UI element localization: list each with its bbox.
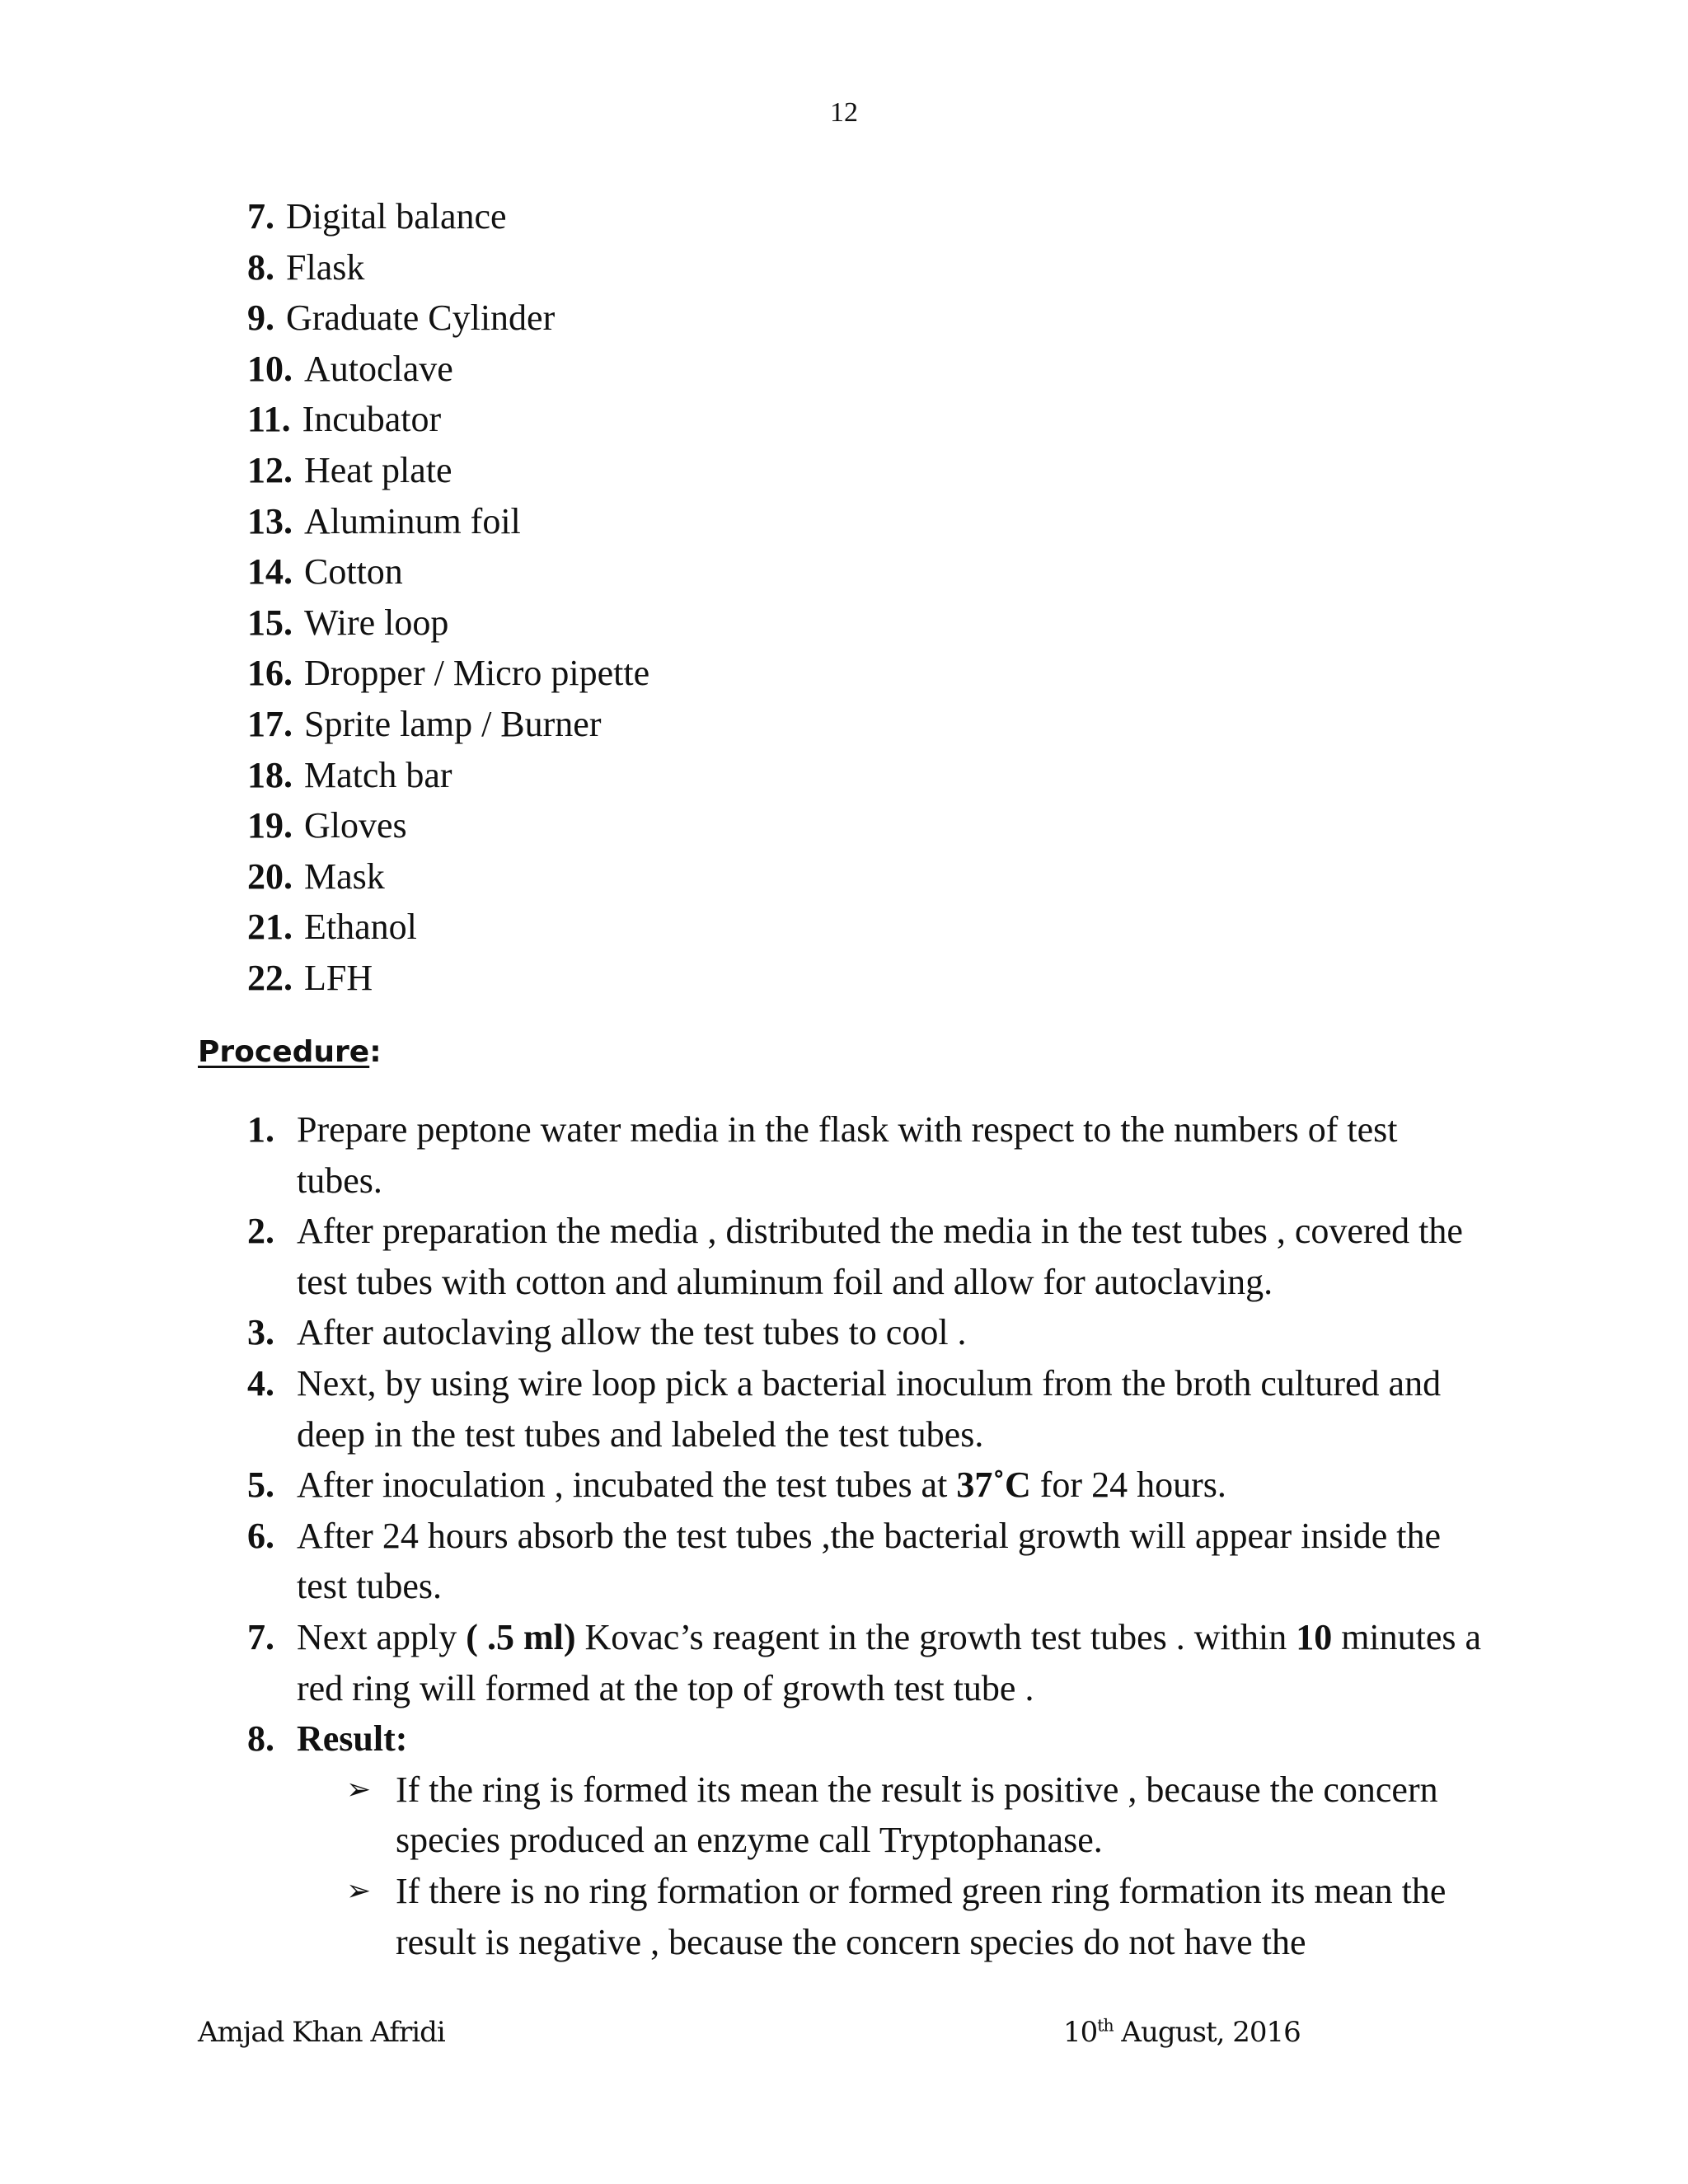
step-number: 6. — [247, 1515, 274, 1556]
item-text: Incubator — [302, 399, 442, 440]
item-number: 11. — [247, 399, 291, 440]
item-number: 17. — [247, 703, 293, 744]
item-number: 22. — [247, 957, 293, 998]
list-item — [247, 902, 649, 953]
item-number: 18. — [247, 754, 293, 795]
arrow-bullet-icon: ➢ — [346, 1772, 372, 1807]
step-number: 7. — [247, 1616, 274, 1657]
list-item — [247, 445, 649, 496]
item-number: 14. — [247, 551, 293, 593]
item-text: Digital balance — [286, 196, 507, 237]
step-number: 3. — [247, 1312, 274, 1353]
result-bullet — [346, 1765, 1484, 1866]
step-number: 5. — [247, 1465, 274, 1506]
item-text: Flask — [286, 246, 365, 288]
item-number: 15. — [247, 602, 293, 643]
list-item — [247, 953, 649, 1004]
procedure-step — [247, 1358, 1484, 1460]
item-text: Match bar — [304, 754, 452, 795]
list-item — [247, 699, 649, 750]
step-text: After autoclaving allow the test tubes to cool . — [297, 1312, 967, 1353]
item-text: Heat plate — [304, 449, 452, 490]
reagent-volume: ( .5 ml) — [466, 1616, 576, 1657]
procedure-step — [247, 1612, 1484, 1713]
result-bullets — [297, 1765, 1484, 1967]
list-item — [247, 191, 649, 242]
list-item — [247, 496, 649, 547]
item-text: Ethanol — [304, 907, 417, 948]
procedure-step — [247, 1307, 1484, 1358]
item-text: Gloves — [304, 805, 407, 846]
step-text: Prepare peptone water media in the flask with respect to the numbers of test tubes. — [297, 1109, 1398, 1201]
list-item — [247, 293, 649, 344]
footer-date — [1063, 2016, 1301, 2049]
item-number: 8. — [247, 246, 274, 288]
step-number: 2. — [247, 1211, 274, 1252]
item-text: Graduate Cylinder — [286, 298, 556, 339]
minutes-value: 10 — [1296, 1616, 1333, 1657]
item-text: Cotton — [304, 551, 403, 593]
footer-date-rest: August, 2016 — [1113, 2016, 1301, 2049]
list-item — [247, 851, 649, 902]
list-item — [247, 242, 649, 293]
item-number: 20. — [247, 855, 293, 897]
item-text: Autoclave — [304, 348, 453, 389]
procedure-step — [247, 1206, 1484, 1307]
step-text: After 24 hours absorb the test tubes ,the bacterial growth will appear inside the test tubes. — [297, 1515, 1442, 1607]
item-number: 7. — [247, 196, 274, 237]
step-number: 8. — [247, 1718, 274, 1760]
procedure-step — [247, 1511, 1484, 1612]
materials-list — [247, 191, 649, 1004]
step-text-pre: After inoculation , incubated the test tubes at — [297, 1465, 957, 1506]
procedure-steps — [247, 1104, 1484, 1967]
bullet-text: If the ring is formed its mean the result is positive , because the concern species produced an enzyme call Tryptophanase. — [396, 1769, 1438, 1861]
list-item — [247, 344, 649, 395]
procedure-heading-colon: : — [369, 1035, 382, 1069]
bullet-text: If there is no ring formation or formed green ring formation its mean the result is negative , because the concern species do not have the — [396, 1870, 1447, 1962]
procedure-heading-text: Procedure — [198, 1035, 370, 1069]
step-text-pre: Next apply — [297, 1616, 467, 1657]
list-item — [247, 394, 649, 445]
procedure-step — [247, 1713, 1484, 1967]
item-number: 9. — [247, 298, 274, 339]
temperature-value: 37˚C — [956, 1465, 1031, 1506]
item-number: 10. — [247, 348, 293, 389]
list-item — [247, 546, 649, 598]
list-item — [247, 800, 649, 851]
footer-author: Amjad Khan Afridi — [198, 2016, 445, 2049]
item-number: 21. — [247, 907, 293, 948]
item-number: 19. — [247, 805, 293, 846]
list-item — [247, 750, 649, 801]
item-number: 13. — [247, 500, 293, 541]
item-text: LFH — [304, 957, 373, 998]
step-number: 4. — [247, 1362, 274, 1404]
item-text: Aluminum foil — [304, 500, 521, 541]
list-item — [247, 598, 649, 649]
step-text-post: minutes a red ring will formed at the top of growth test tube . — [297, 1616, 1482, 1708]
item-number: 12. — [247, 449, 293, 490]
step-text-mid: Kovac’s reagent in the growth test tubes . within — [575, 1616, 1296, 1657]
page-number: 12 — [830, 97, 858, 128]
result-bullet — [346, 1866, 1484, 1967]
item-text: Wire loop — [304, 602, 449, 643]
step-text: Next, by using wire loop pick a bacterial inoculum from the broth cultured and deep in the test tubes and labeled the test tubes. — [297, 1362, 1442, 1455]
procedure-step — [247, 1460, 1484, 1511]
step-text-post: for 24 hours. — [1030, 1465, 1226, 1506]
step-number: 1. — [247, 1109, 274, 1150]
item-text: Dropper / Micro pipette — [304, 653, 650, 694]
step-text: After preparation the media , distributed the media in the test tubes , covered the test tubes with cotton and aluminum foil and allow for autoclaving. — [297, 1211, 1463, 1302]
item-number: 16. — [247, 653, 293, 694]
item-text: Sprite lamp / Burner — [304, 703, 602, 744]
procedure-step — [247, 1104, 1484, 1206]
result-label: Result: — [297, 1718, 408, 1760]
footer-date-day: 10 — [1063, 2016, 1098, 2049]
list-item — [247, 648, 649, 699]
procedure-heading — [198, 1035, 382, 1069]
item-text: Mask — [304, 855, 385, 897]
arrow-bullet-icon: ➢ — [346, 1873, 372, 1908]
footer-date-suffix: th — [1097, 2015, 1114, 2036]
